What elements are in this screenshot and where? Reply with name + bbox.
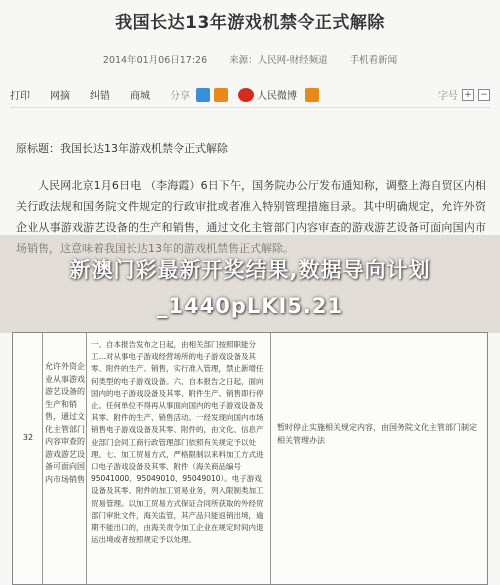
table-note-cell: 暂时停止实施相关规定内容，由国务院文化主管部门制定相关管理办法: [277, 423, 477, 445]
font-size-label: 字号: [438, 91, 458, 102]
font-decrease-button[interactable]: −: [478, 89, 490, 101]
font-size-control: [438, 87, 490, 102]
share-tencent-icon[interactable]: [214, 88, 228, 102]
table-category-cell: 允许外资企业从事游戏游艺设备的生产和销售，通过文化主管部门内容审查的游戏游艺设备可面向国内市场销售: [45, 362, 85, 484]
table-row-number: 32: [22, 433, 34, 442]
article-source[interactable]: 来源：人民网-财经频道: [229, 55, 328, 66]
article-paragraph: 人民网北京1月6日电 （李海霞）6日下午，国务院办公厅发布通知称，调整上海自贸区内相关行政法规和国务院文件规定的行政审批或者准入特别管理措施目录。其中明确规定，允许外资企业从事游戏游艺设备的生产和销售，通过文化主管部门内容审查的游戏游艺设备可面向国内市场销售，这意味着我国长达13年的游戏机禁售正式解除。: [16, 179, 486, 255]
font-increase-button[interactable]: +: [462, 89, 474, 101]
article-datetime: 2014年01月06日17:26: [102, 55, 208, 66]
mall-button[interactable]: 商城: [130, 91, 150, 102]
correction-button[interactable]: 纠错: [90, 91, 110, 102]
share-qzone-icon[interactable]: [196, 88, 210, 102]
share-renren-icon[interactable]: [305, 88, 319, 102]
print-button[interactable]: 打印: [10, 91, 30, 102]
table-detail-cell: 一、自本报告发布之日起，由相关部门按照职能分工…对从事电子游戏经营场所的电子游戏设备及其零、附件的生产、销售，实行准入管理，禁止新增任何类型的电子游戏设备。六、自本报告之日起，面向国内的电子游戏设备及其零、附件生产、销售即行停止。任何单位不得再从事面向国内的电子游戏设备及其零、附件的生产、销售活动。一经发现向国内市场销售电子游戏设备及其零、附件的，由文化、信息产业部门会同工商行政管理部门依照有关规定予以处理。七、加工贸易方式，严格限制以来料加工方式进口电子游戏设备及其零、附件（海关商品编号95041000、95049010、95049010）。电子游戏设备及其零、附件的加工贸易业务，列入限制类加工贸易管理。以加工贸易方式保证合同所获取的外经贸部门审批文件，海关监管，其产品只能返销出境，逾期不能出口的，由海关责令加工企业在规定时间内退运出境或者按照规定予以处理。: [91, 340, 264, 545]
weibo-label: 人民微博: [257, 91, 297, 102]
article-headline: 我国长达13年游戏机禁令正式解除: [115, 13, 385, 33]
share-label: 分享: [170, 91, 190, 102]
mobile-news-link[interactable]: 手机看新闻: [349, 55, 398, 66]
regulation-table: [12, 332, 488, 585]
original-title-line: 原标题：我国长达13年游戏机禁令正式解除: [16, 142, 228, 155]
article-meta: [0, 52, 500, 66]
web-digest-button[interactable]: 网摘: [50, 91, 70, 102]
table-col-number: [13, 333, 43, 584]
weibo-share-button[interactable]: [238, 87, 297, 102]
article-toolbar: [10, 82, 490, 108]
overlay-title: 新澳门彩最新开奖结果,数据导向计划_1440pLKI5.21: [69, 258, 431, 318]
weibo-icon: [238, 88, 254, 102]
